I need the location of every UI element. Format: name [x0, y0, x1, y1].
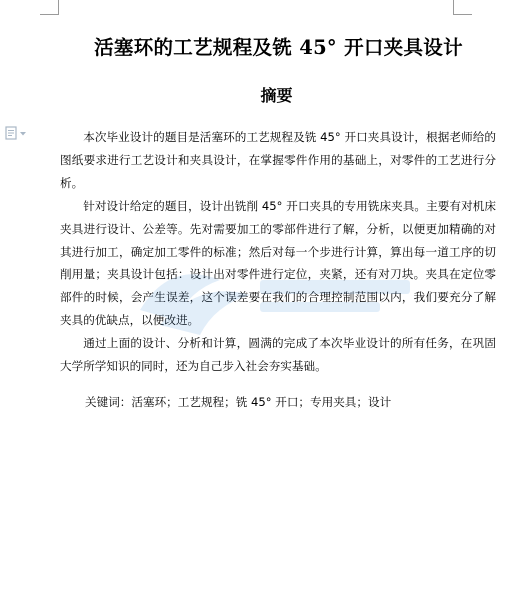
abstract-paragraph-3: 通过上面的设计、分析和计算，圆满的完成了本次毕业设计的所有任务，在巩固大学所学知识的同时，还为自己步入社会夯实基础。: [60, 336, 496, 374]
keywords-line: 关键词：活塞环；工艺规程；铣 45° 开口；专用夹具；设计: [85, 395, 392, 409]
document-title: 活塞环的工艺规程及铣 45° 开口夹具设计: [94, 36, 463, 59]
abstract-paragraph-2: 针对设计给定的题目，设计出铣削 45° 开口夹具的专用铣床夹具。主要有对机床夹具进行设计、公差等。先对需要加工的零部件进行了解，分析，以便更加精确的对其进行加工，确定加工零件的标准；然后对每一个步进行计算，算出每一道工序的切削用量；夹具设计包括：设计出对零件进行定位，夹紧，还有对刀块。夹具在定位零部件的时候，会产生误差，这个误差要在我们的合理控制范围以内，我们要充分了解夹具的优缺点，以便改进。: [60, 198, 496, 328]
page-corner-mark-right: [453, 0, 472, 15]
comment-icon[interactable]: [5, 126, 31, 140]
page-corner-mark-left: [40, 0, 59, 15]
abstract-paragraph-1: 本次毕业设计的题目是活塞环的工艺规程及铣 45° 开口夹具设计，根据老师给的图纸要求进行工艺设计和夹具设计，在掌握零件作用的基础上，对零件的工艺进行分析。: [60, 130, 496, 190]
abstract-body: [60, 126, 496, 378]
abstract-heading: 摘要: [260, 86, 293, 105]
